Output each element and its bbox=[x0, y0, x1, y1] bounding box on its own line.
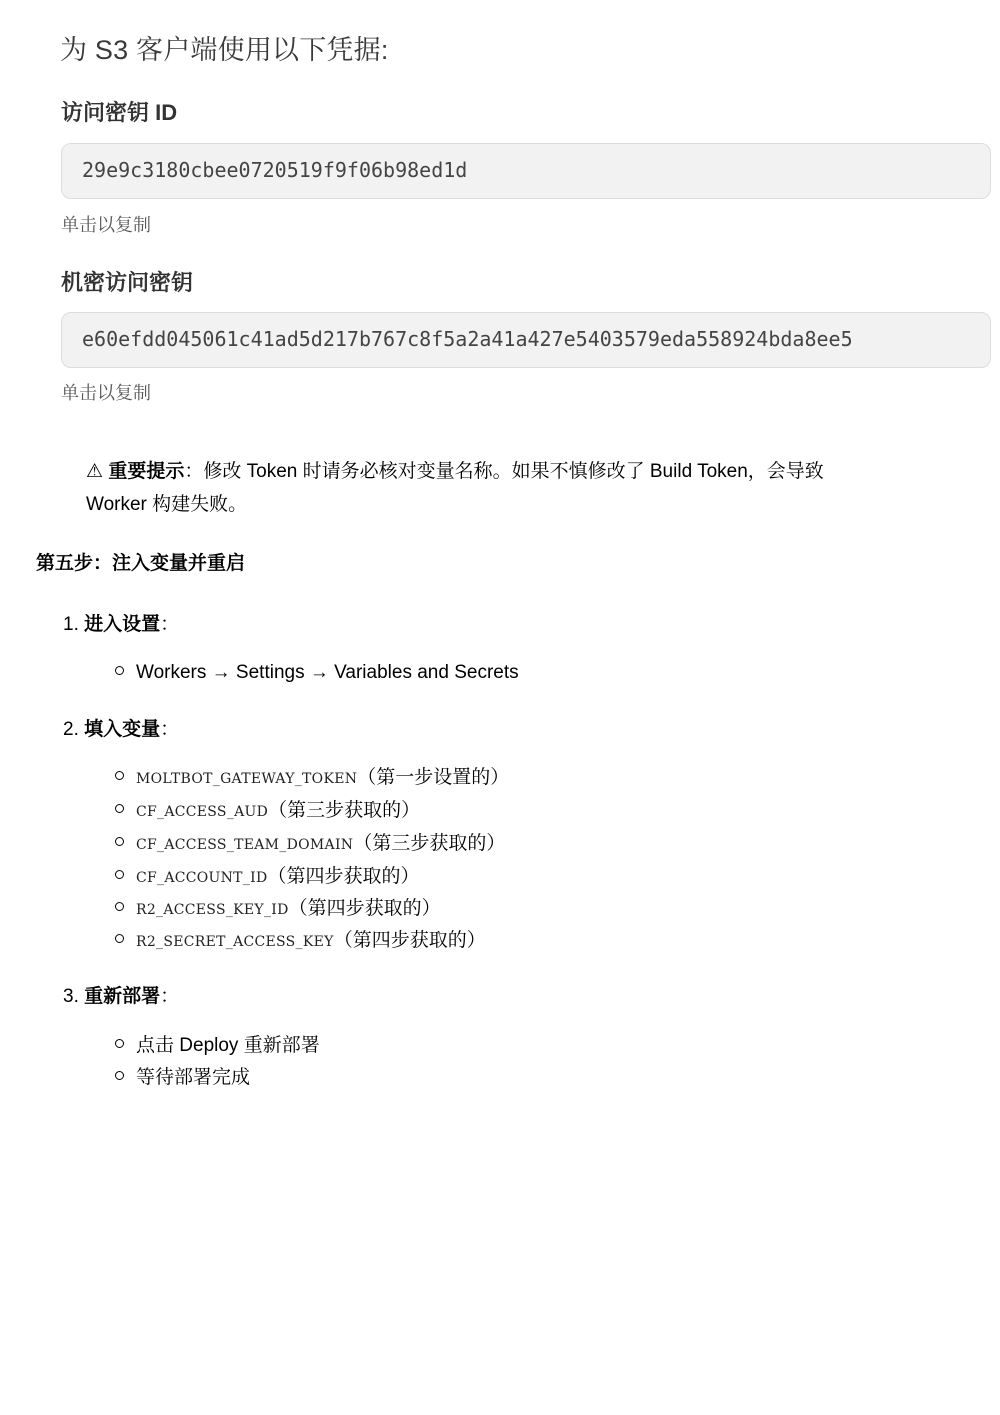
access-key-id-field[interactable] bbox=[61, 143, 991, 199]
variable-note: （第三步获取的） bbox=[353, 833, 506, 854]
access-key-copy-hint: 单击以复制 bbox=[61, 215, 151, 235]
bullet-icon bbox=[115, 870, 124, 879]
variable-note: （第三步获取的） bbox=[268, 800, 421, 821]
secret-access-key-label: 机密访问密钥 bbox=[61, 270, 194, 295]
s3-credentials-title: 为 S3 客户端使用以下凭据: bbox=[60, 35, 389, 65]
sub-item-text: 点击 Deploy 重新部署 bbox=[136, 1035, 320, 1056]
bullet-icon bbox=[115, 1071, 124, 1080]
variable-note: （第一步设置的） bbox=[357, 767, 510, 788]
secret-key-copy-hint: 单击以复制 bbox=[61, 383, 151, 403]
access-key-id-value: 29e9c3180cbee0720519f9f06b98ed1d bbox=[82, 158, 468, 182]
list-item-suffix: ： bbox=[160, 719, 180, 740]
list-item-enter-settings bbox=[63, 609, 179, 636]
list-item-fill-variables bbox=[63, 714, 179, 741]
variable-name: CF_ACCESS_TEAM_DOMAIN bbox=[136, 837, 354, 853]
list-item-title: 填入变量 bbox=[84, 719, 161, 740]
sub-item-text: 等待部署完成 bbox=[136, 1067, 251, 1088]
variable-name: R2_SECRET_ACCESS_KEY bbox=[136, 934, 334, 950]
variable-name: CF_ACCESS_AUD bbox=[136, 804, 269, 820]
list-number: 2. bbox=[63, 719, 79, 740]
secret-access-key-value: e60efdd045061c41ad5d217b767c8f5a2a41a427e5403579eda558924bda8ee5 bbox=[82, 327, 853, 351]
bullet-icon bbox=[115, 1039, 124, 1048]
list-item-title: 进入设置 bbox=[84, 614, 161, 635]
sub-item-variable bbox=[115, 798, 420, 824]
access-key-id-label: 访问密钥 ID bbox=[61, 100, 178, 125]
sub-item-variable bbox=[115, 831, 505, 857]
variable-note: （第四步获取的） bbox=[288, 898, 441, 919]
bullet-icon bbox=[115, 804, 124, 813]
step-five-heading: 第五步：注入变量并重启 bbox=[36, 553, 246, 574]
warning-icon: ⚠ bbox=[86, 461, 104, 482]
list-item-suffix: ： bbox=[160, 614, 180, 635]
bullet-icon bbox=[115, 771, 124, 780]
variable-name: MOLTBOT_GATEWAY_TOKEN bbox=[136, 771, 358, 787]
important-note bbox=[86, 455, 886, 521]
note-strong: 重要提示 bbox=[108, 461, 185, 482]
sub-item-click-deploy bbox=[115, 1033, 320, 1059]
bullet-icon bbox=[115, 837, 124, 846]
sub-item-wait-deploy bbox=[115, 1065, 250, 1091]
secret-access-key-field[interactable] bbox=[61, 312, 991, 368]
list-number: 1. bbox=[63, 614, 79, 635]
sub-item-variable bbox=[115, 896, 441, 922]
variable-note: （第四步获取的） bbox=[333, 930, 486, 951]
list-item-title: 重新部署 bbox=[84, 986, 161, 1007]
variable-name: R2_ACCESS_KEY_ID bbox=[136, 902, 289, 918]
bullet-icon bbox=[115, 934, 124, 943]
sub-item-variable bbox=[115, 864, 420, 890]
variable-note: （第四步获取的） bbox=[267, 866, 420, 887]
bullet-icon bbox=[115, 666, 124, 675]
variable-name: CF_ACCOUNT_ID bbox=[136, 870, 268, 886]
list-item-suffix: ： bbox=[160, 986, 180, 1007]
bullet-icon bbox=[115, 902, 124, 911]
list-number: 3. bbox=[63, 986, 79, 1007]
sub-item-settings-path bbox=[115, 660, 519, 686]
note-text: ：修改 Token 时请务必核对变量名称。如果不慎修改了 Build Token，会导致 Worker 构建失败。 bbox=[86, 461, 824, 515]
sub-item-variable bbox=[115, 765, 509, 791]
sub-item-variable bbox=[115, 928, 486, 954]
list-item-redeploy bbox=[63, 981, 179, 1008]
sub-item-text: Workers → Settings → Variables and Secrets bbox=[136, 662, 519, 683]
